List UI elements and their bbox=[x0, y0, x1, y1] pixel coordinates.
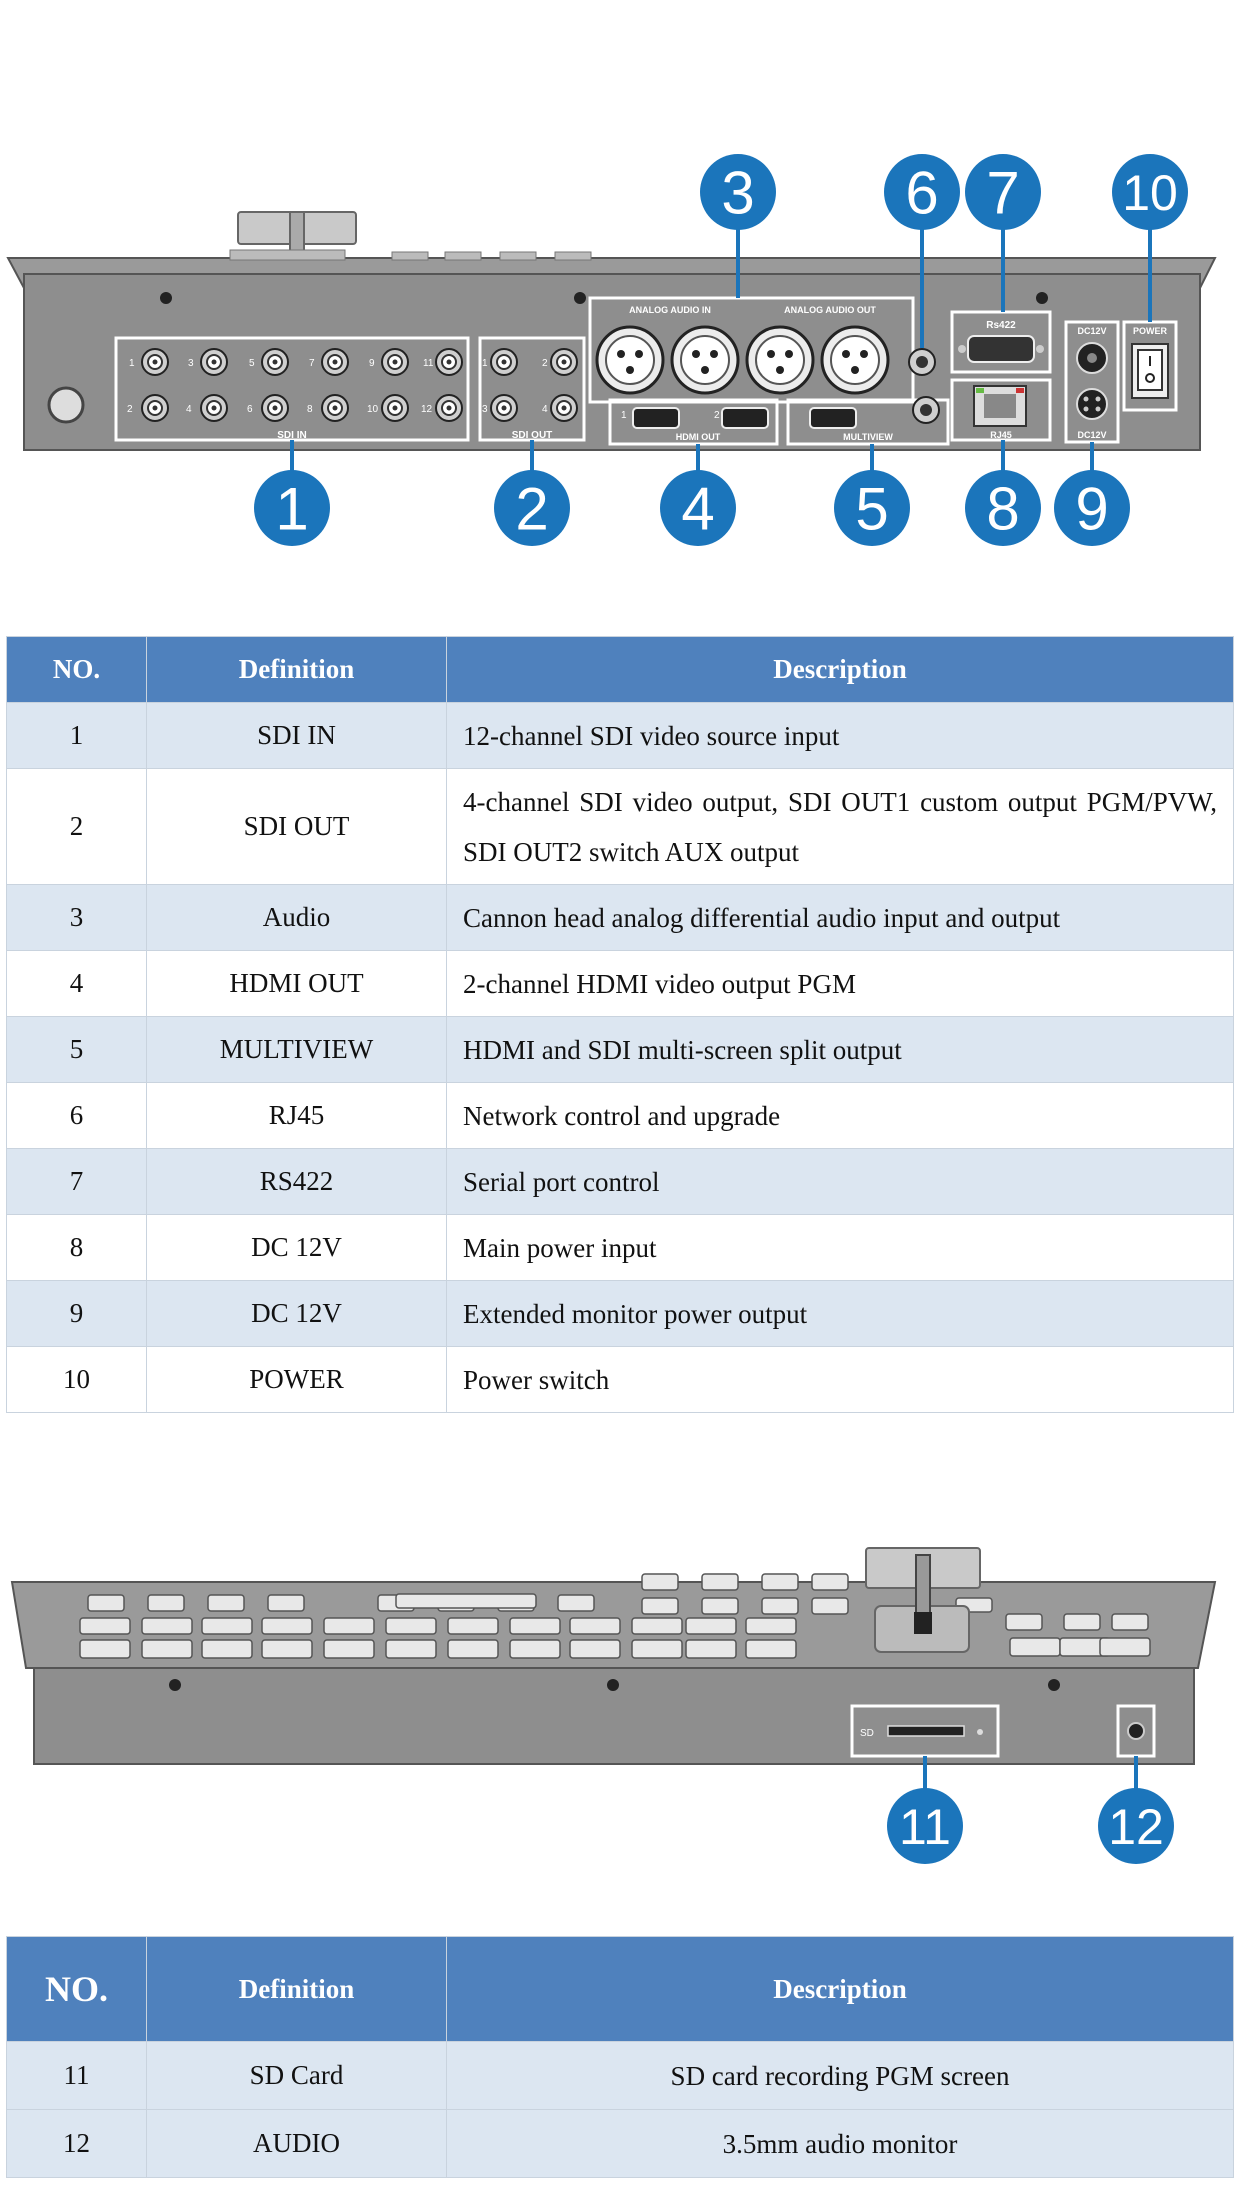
panel-key bbox=[148, 1595, 184, 1611]
panel-key bbox=[570, 1618, 620, 1634]
sdi-in-number: 11 bbox=[423, 358, 434, 369]
panel-key bbox=[702, 1598, 738, 1614]
sdi-out-number: 4 bbox=[542, 404, 548, 415]
rear-panel-table bbox=[6, 636, 1234, 1413]
bnc-connector bbox=[262, 349, 288, 375]
callout-number: 8 bbox=[986, 475, 1020, 543]
row-definition: MULTIVIEW bbox=[147, 1017, 447, 1083]
panel-key bbox=[746, 1640, 796, 1658]
bnc-connector bbox=[491, 349, 517, 375]
callout-badge bbox=[884, 154, 960, 230]
sdi-out-label: SDI OUT bbox=[511, 430, 553, 441]
sdi-in-number: 8 bbox=[307, 404, 313, 415]
header-description: Description bbox=[447, 637, 1234, 703]
rear-panel-diagram bbox=[0, 140, 1240, 560]
panel-key bbox=[762, 1598, 798, 1614]
bnc-connector bbox=[551, 349, 577, 375]
row-description: Power switch bbox=[447, 1347, 1234, 1413]
row-definition: Audio bbox=[147, 885, 447, 951]
sd-label: SD bbox=[860, 1728, 874, 1739]
row-definition: DC 12V bbox=[147, 1215, 447, 1281]
row-no: 12 bbox=[7, 2110, 147, 2178]
sdi-in-number: 2 bbox=[127, 404, 133, 415]
row-description: Main power input bbox=[447, 1215, 1234, 1281]
row-definition: RS422 bbox=[147, 1149, 447, 1215]
row-no: 4 bbox=[7, 951, 147, 1017]
sdi-in-number: 12 bbox=[421, 404, 433, 415]
callout-number: 6 bbox=[905, 159, 939, 227]
panel-key bbox=[142, 1618, 192, 1634]
panel-key bbox=[202, 1618, 252, 1634]
row-definition: RJ45 bbox=[147, 1083, 447, 1149]
panel-key bbox=[80, 1618, 130, 1634]
bnc-connector bbox=[262, 395, 288, 421]
row-no: 8 bbox=[7, 1215, 147, 1281]
callout-badge bbox=[700, 154, 776, 230]
panel-key bbox=[268, 1595, 304, 1611]
sdi-in-number: 3 bbox=[188, 358, 194, 369]
callout-badge bbox=[1054, 470, 1130, 546]
panel-key bbox=[324, 1640, 374, 1658]
panel-key bbox=[632, 1618, 682, 1634]
xlr-connector bbox=[597, 327, 663, 393]
power-label: POWER bbox=[1132, 326, 1168, 336]
row-definition: HDMI OUT bbox=[147, 951, 447, 1017]
rs422-port bbox=[968, 336, 1034, 362]
callout-number: 9 bbox=[1075, 475, 1109, 543]
panel-key bbox=[632, 1640, 682, 1658]
panel-key bbox=[1100, 1638, 1150, 1656]
callout-number: 2 bbox=[515, 475, 549, 543]
panel-key bbox=[386, 1618, 436, 1634]
panel-key bbox=[642, 1598, 678, 1614]
panel-key bbox=[686, 1618, 736, 1634]
row-definition: DC 12V bbox=[147, 1281, 447, 1347]
panel-key bbox=[324, 1618, 374, 1634]
hdmi-port bbox=[722, 408, 768, 428]
table-row bbox=[7, 1149, 1234, 1215]
row-description: 2-channel HDMI video output PGM bbox=[447, 951, 1234, 1017]
row-no: 3 bbox=[7, 885, 147, 951]
callout-badge bbox=[660, 470, 736, 546]
multiview-hdmi-port bbox=[810, 408, 856, 428]
sd-card-slot bbox=[888, 1726, 964, 1736]
sdi-out-number: 3 bbox=[482, 404, 488, 415]
analog-audio-in-label: ANALOG AUDIO IN bbox=[629, 305, 711, 315]
sdi-in-number: 10 bbox=[367, 404, 379, 415]
bnc-connector bbox=[322, 395, 348, 421]
bnc-connector bbox=[382, 349, 408, 375]
audio-jack bbox=[1128, 1723, 1144, 1739]
row-description: 3.5mm audio monitor bbox=[447, 2110, 1234, 2178]
header-no: NO. bbox=[7, 637, 147, 703]
row-description: SD card recording PGM screen bbox=[447, 2042, 1234, 2110]
panel-key bbox=[386, 1640, 436, 1658]
row-description: Extended monitor power output bbox=[447, 1281, 1234, 1347]
panel-key bbox=[762, 1574, 798, 1590]
table-row bbox=[7, 2042, 1234, 2110]
hdmi-number-2: 2 bbox=[714, 410, 720, 421]
row-description: 12-channel SDI video source input bbox=[447, 703, 1234, 769]
callout-badge bbox=[887, 1788, 963, 1864]
row-description: HDMI and SDI multi-screen split output bbox=[447, 1017, 1234, 1083]
xlr-connector bbox=[747, 327, 813, 393]
panel-key bbox=[262, 1640, 312, 1658]
header-no: NO. bbox=[7, 1937, 147, 2042]
panel-key bbox=[1010, 1638, 1060, 1656]
callout-number: 1 bbox=[275, 475, 309, 543]
table-row bbox=[7, 1017, 1234, 1083]
callout-number: 4 bbox=[681, 475, 715, 543]
ground-knob bbox=[49, 388, 83, 422]
dc12v-bottom-label: DC12V bbox=[1077, 430, 1107, 440]
table-row bbox=[7, 1347, 1234, 1413]
sdi-in-number: 9 bbox=[369, 358, 375, 369]
bnc-connector bbox=[142, 349, 168, 375]
dc-4pin-out bbox=[1077, 389, 1107, 419]
hdmi-out-label: HDMI OUT bbox=[675, 432, 721, 442]
dc12v-top-label: DC12V bbox=[1077, 326, 1107, 336]
panel-key bbox=[80, 1640, 130, 1658]
table-row bbox=[7, 951, 1234, 1017]
panel-key bbox=[746, 1618, 796, 1634]
row-description: Serial port control bbox=[447, 1149, 1234, 1215]
front-panel-table bbox=[6, 1936, 1234, 2178]
row-no: 1 bbox=[7, 703, 147, 769]
row-no: 9 bbox=[7, 1281, 147, 1347]
panel-key bbox=[510, 1640, 560, 1658]
callout-badge bbox=[1112, 154, 1188, 230]
callout-badge bbox=[254, 470, 330, 546]
panel-key bbox=[558, 1595, 594, 1611]
panel-key bbox=[510, 1618, 560, 1634]
panel-key bbox=[686, 1640, 736, 1658]
rs422-label: Rs422 bbox=[986, 320, 1016, 331]
row-description: Cannon head analog differential audio input and output bbox=[447, 885, 1234, 951]
bnc-connector bbox=[142, 395, 168, 421]
panel-key bbox=[448, 1618, 498, 1634]
header-description: Description bbox=[447, 1937, 1234, 2042]
panel-key bbox=[702, 1574, 738, 1590]
callout-badge bbox=[965, 470, 1041, 546]
multiview-label: MULTIVIEW bbox=[843, 432, 893, 442]
table-row bbox=[7, 1281, 1234, 1347]
callout-badge bbox=[965, 154, 1041, 230]
callout-badge bbox=[494, 470, 570, 546]
panel-key bbox=[448, 1640, 498, 1658]
callout-number: 3 bbox=[721, 159, 755, 227]
rj45-label: RJ45 bbox=[990, 430, 1012, 440]
row-no: 11 bbox=[7, 2042, 147, 2110]
row-no: 6 bbox=[7, 1083, 147, 1149]
sdi-in-number: 7 bbox=[309, 358, 315, 369]
panel-key bbox=[142, 1640, 192, 1658]
callout-number: 11 bbox=[899, 1799, 951, 1855]
front-panel-diagram bbox=[0, 1525, 1240, 1885]
callout-number: 12 bbox=[1108, 1799, 1164, 1855]
bnc-connector bbox=[201, 395, 227, 421]
panel-key bbox=[1112, 1614, 1148, 1630]
bnc-connector bbox=[382, 395, 408, 421]
bnc-connector bbox=[436, 395, 462, 421]
table-row bbox=[7, 703, 1234, 769]
callout-number: 7 bbox=[986, 159, 1020, 227]
panel-key bbox=[208, 1595, 244, 1611]
row-definition: SDI IN bbox=[147, 703, 447, 769]
row-definition: SD Card bbox=[147, 2042, 447, 2110]
panel-key bbox=[396, 1594, 536, 1608]
table-row bbox=[7, 1083, 1234, 1149]
row-no: 10 bbox=[7, 1347, 147, 1413]
panel-key bbox=[1006, 1614, 1042, 1630]
row-definition: SDI OUT bbox=[147, 769, 447, 885]
bnc-connector bbox=[436, 349, 462, 375]
analog-audio-out-label: ANALOG AUDIO OUT bbox=[784, 305, 876, 315]
header-definition: Definition bbox=[147, 1937, 447, 2042]
row-no: 5 bbox=[7, 1017, 147, 1083]
hdmi-port bbox=[633, 408, 679, 428]
panel-key bbox=[812, 1574, 848, 1590]
row-definition: POWER bbox=[147, 1347, 447, 1413]
row-no: 7 bbox=[7, 1149, 147, 1215]
bnc-connector bbox=[201, 349, 227, 375]
xlr-connector bbox=[822, 327, 888, 393]
bnc-connector bbox=[322, 349, 348, 375]
panel-key bbox=[812, 1598, 848, 1614]
table-row bbox=[7, 769, 1234, 885]
header-definition: Definition bbox=[147, 637, 447, 703]
callout-number: 5 bbox=[855, 475, 889, 543]
panel-key bbox=[642, 1574, 678, 1590]
sdi-in-number: 4 bbox=[186, 404, 192, 415]
hdmi-number-1: 1 bbox=[621, 410, 627, 421]
row-description: 4-channel SDI video output, SDI OUT1 custom output PGM/PVW, SDI OUT2 switch AUX output bbox=[447, 769, 1234, 885]
sdi-in-number: 5 bbox=[249, 358, 255, 369]
sdi-in-number: 1 bbox=[129, 358, 135, 369]
panel-key bbox=[202, 1640, 252, 1658]
table-row bbox=[7, 2110, 1234, 2178]
bnc-connector bbox=[491, 395, 517, 421]
panel-key bbox=[570, 1640, 620, 1658]
panel-key bbox=[1064, 1614, 1100, 1630]
callout-badge bbox=[834, 470, 910, 546]
row-description: Network control and upgrade bbox=[447, 1083, 1234, 1149]
sdi-in-number: 6 bbox=[247, 404, 253, 415]
row-definition: AUDIO bbox=[147, 2110, 447, 2178]
panel-key bbox=[262, 1618, 312, 1634]
table-row bbox=[7, 885, 1234, 951]
bnc-connector bbox=[551, 395, 577, 421]
callout-badge bbox=[1098, 1788, 1174, 1864]
panel-key bbox=[88, 1595, 124, 1611]
table-row bbox=[7, 1215, 1234, 1281]
row-no: 2 bbox=[7, 769, 147, 885]
sdi-out-number: 1 bbox=[482, 358, 488, 369]
sdi-in-label: SDI IN bbox=[277, 430, 307, 441]
sdi-out-number: 2 bbox=[542, 358, 548, 369]
xlr-connector bbox=[672, 327, 738, 393]
callout-number: 10 bbox=[1122, 165, 1178, 221]
